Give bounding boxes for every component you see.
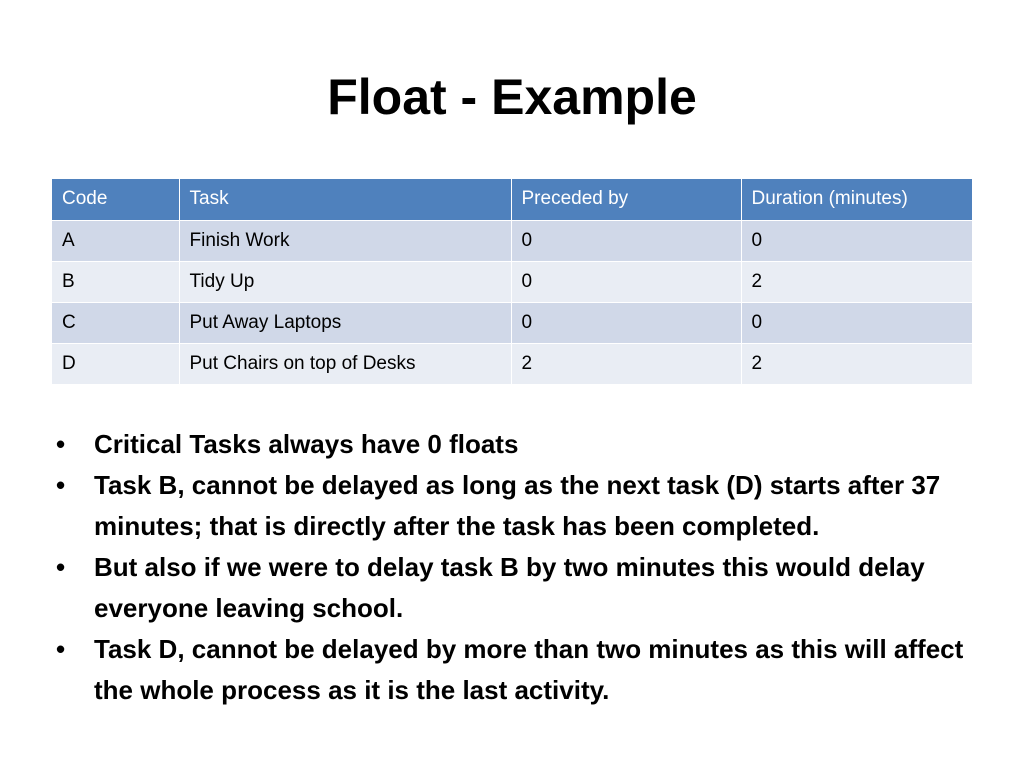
bullet-item bbox=[56, 629, 976, 711]
bullet-text: Task B, cannot be delayed as long as the next task (D) starts after 37 minutes; that is directly after the task has been completed. bbox=[94, 470, 941, 541]
cell-task: Finish Work bbox=[179, 220, 511, 261]
bullet-marker: • bbox=[56, 552, 66, 582]
cell-duration: 0 bbox=[741, 302, 972, 343]
float-table bbox=[52, 179, 972, 384]
cell-code: B bbox=[52, 261, 179, 302]
bullet-item bbox=[56, 465, 976, 547]
column-header-task: Task bbox=[179, 179, 511, 220]
column-header-duration: Duration (minutes) bbox=[741, 179, 972, 220]
cell-duration: 2 bbox=[741, 261, 972, 302]
table-row bbox=[52, 220, 972, 261]
cell-preceded-by: 0 bbox=[511, 220, 741, 261]
table-row bbox=[52, 261, 972, 302]
cell-duration: 2 bbox=[741, 343, 972, 384]
bullet-marker: • bbox=[56, 470, 66, 500]
cell-preceded-by: 0 bbox=[511, 261, 741, 302]
cell-preceded-by: 0 bbox=[511, 302, 741, 343]
cell-preceded-by: 2 bbox=[511, 343, 741, 384]
bullet-item bbox=[56, 424, 976, 465]
bullet-item bbox=[56, 547, 976, 629]
cell-code: D bbox=[52, 343, 179, 384]
table-row bbox=[52, 302, 972, 343]
bullet-marker: • bbox=[56, 429, 66, 459]
cell-task: Tidy Up bbox=[179, 261, 511, 302]
bullet-text: But also if we were to delay task B by two minutes this would delay everyone leaving school. bbox=[94, 552, 925, 623]
bullet-text: Task D, cannot be delayed by more than two minutes as this will affect the whole process as it is the last activity. bbox=[94, 634, 964, 705]
table-header-row bbox=[52, 179, 972, 220]
cell-duration: 0 bbox=[741, 220, 972, 261]
bullet-marker: • bbox=[56, 634, 66, 664]
slide-title: Float - Example bbox=[327, 69, 697, 125]
bullet-list bbox=[56, 424, 976, 711]
cell-code: C bbox=[52, 302, 179, 343]
column-header-preceded-by: Preceded by bbox=[511, 179, 741, 220]
bullet-text: Critical Tasks always have 0 floats bbox=[94, 429, 519, 459]
table-row bbox=[52, 343, 972, 384]
cell-task: Put Chairs on top of Desks bbox=[179, 343, 511, 384]
cell-task: Put Away Laptops bbox=[179, 302, 511, 343]
column-header-code: Code bbox=[52, 179, 179, 220]
cell-code: A bbox=[52, 220, 179, 261]
